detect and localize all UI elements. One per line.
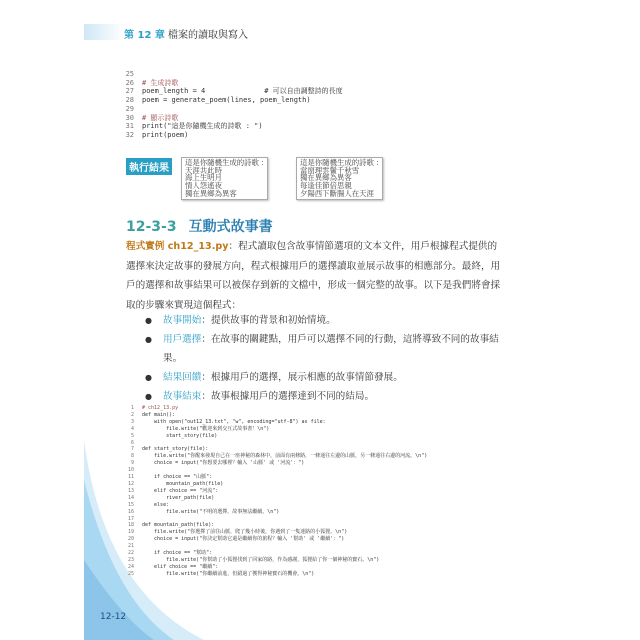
bullet-term: 故事開始 — [163, 315, 202, 326]
line-number: 20 — [127, 536, 134, 543]
output-line: 天涯共此時 — [185, 165, 222, 175]
code-text: def start_story(file): — [142, 446, 209, 453]
code-text: river_path(file) — [142, 494, 215, 501]
code-text: file.write("你繼續前進，但錯過了獲得神秘寶石的機會。\n") — [142, 570, 315, 577]
bullet-term: 故事結束 — [163, 391, 202, 402]
output-line: 夕陽西下斷腸人在天涯 — [300, 188, 374, 198]
header-decoration-bar — [84, 24, 124, 40]
code-line — [124, 96, 343, 105]
example-label: 程式實例 ch12_13.py — [126, 241, 229, 252]
output-box-2 — [296, 157, 383, 200]
line-number: 15 — [127, 501, 134, 508]
code-line — [126, 543, 427, 550]
line-number: 21 — [127, 543, 134, 550]
line-number: 29 — [125, 104, 134, 113]
intro-paragraph — [126, 237, 506, 315]
bullet-text: ：在故事的關鍵點，用戶可以選擇不同的行動，這將導致不同的故事結果。 — [163, 334, 499, 364]
line-number: 13 — [127, 487, 134, 494]
code-line — [126, 557, 427, 564]
code-text: def main(): — [142, 411, 176, 418]
code-text: elif choice == "繼續": — [142, 563, 219, 570]
code-text: else: — [142, 501, 170, 508]
paragraph-text: ：程式讀取包含故事情節選項的文本文件，用戶根據程式提供的選擇來決定故事的發展方向，程式根據用戶的選擇讀取並展示故事的相應部分。最終，用戶的選擇和故事結果可以被保存到新的文檔中，形成一個完整的故事。以下是我們將會採取的步驟來實現這個程式： — [126, 241, 501, 311]
output-line: 當窗理雲鬢千秋雪 — [300, 165, 360, 175]
chapter-title: 檔案的讀取與寫入 — [168, 30, 248, 41]
run-result-label: 執行結果 — [126, 158, 172, 175]
bullet-text: ：故事根據用戶的選擇達到不同的結局。 — [201, 391, 375, 402]
line-number: 17 — [127, 515, 134, 522]
line-number: 10 — [127, 467, 134, 474]
code-text: if choice == "幫助": — [142, 550, 213, 557]
code-line — [126, 536, 427, 543]
output-line: 獨在異鄉為異客 — [300, 173, 352, 183]
code-line — [126, 502, 427, 509]
line-number: 11 — [127, 474, 134, 481]
code-line — [126, 564, 427, 571]
output-line: 獨在異鄉為異客 — [185, 188, 237, 198]
code-text: file.write("你選擇了前往山脈，爬了幾小時後，你遇到了一隻迷路的小狐狸。\n") — [142, 529, 348, 536]
line-number: 27 — [125, 87, 134, 96]
list-item — [145, 330, 515, 368]
output-line: 這是你隨機生成的詩歌 : — [185, 158, 264, 167]
line-number: 5 — [130, 432, 134, 439]
code-line — [126, 440, 427, 447]
code-line — [124, 87, 343, 96]
line-number: 32 — [125, 130, 134, 139]
output-line: 海上生明月 — [185, 173, 222, 183]
code-text: # 生成詩歌 — [142, 78, 179, 87]
code-line — [126, 419, 427, 426]
line-number: 30 — [125, 113, 134, 122]
code-listing-main — [126, 405, 427, 578]
code-text: file.write("不明的選擇，故事無法繼續。\n") — [142, 508, 280, 515]
list-item — [145, 311, 515, 330]
code-text: def mountain_path(file): — [142, 522, 215, 529]
page-number: 12-12 — [100, 612, 127, 622]
list-item — [145, 387, 515, 406]
code-line — [124, 105, 343, 114]
code-text: # 顯示詩歌 — [142, 113, 179, 122]
code-text: mountain_path(file) — [142, 480, 224, 487]
code-line — [126, 426, 427, 433]
output-line: 每逢佳節倍思親 — [300, 181, 352, 191]
bullet-term: 用戶選擇 — [163, 334, 202, 345]
line-number: 16 — [127, 508, 134, 515]
line-number: 7 — [130, 446, 134, 453]
line-number: 9 — [130, 460, 134, 467]
code-line — [124, 122, 343, 131]
bullet-text: ：提供故事的背景和初始情境。 — [201, 315, 336, 326]
code-text: print("這是你隨機生成的詩歌 : ") — [142, 122, 263, 131]
line-number: 24 — [127, 563, 134, 570]
bullet-term: 結果回饋 — [163, 372, 202, 383]
code-text: file.write("你幫助了小狐狸找到了回家的路，作為感謝，狐狸給了你一個神秘的寶石。\n") — [142, 556, 380, 563]
line-number: 19 — [127, 529, 134, 536]
line-number: 14 — [127, 494, 134, 501]
code-text: start_story(file) — [142, 432, 218, 439]
line-number: 4 — [130, 425, 134, 432]
code-text: file.write("歡迎來到交互式故事書！\n") — [142, 425, 270, 432]
line-number: 18 — [127, 522, 134, 529]
code-line — [126, 481, 427, 488]
line-number: 28 — [125, 96, 134, 105]
steps-list — [145, 311, 515, 406]
line-number: 1 — [130, 405, 134, 411]
code-line — [126, 495, 427, 502]
code-line — [126, 550, 427, 557]
output-line: 這是你隨機生成的詩歌 : — [300, 158, 379, 167]
line-number: 6 — [130, 439, 134, 446]
chapter-number: 第 12 章 — [124, 30, 165, 41]
code-line — [126, 571, 427, 578]
line-number: 3 — [130, 418, 134, 425]
line-number: 2 — [130, 411, 134, 418]
code-text: if choice == "山脈": — [142, 474, 213, 481]
code-line — [124, 114, 343, 123]
section-number: 12-3-3 — [126, 219, 177, 235]
line-number: 12 — [127, 480, 134, 487]
code-text: choice = input("你決定幫助它還是繼續你的旅程？輸入 '幫助' 或 '繼續'：") — [142, 536, 345, 543]
code-text: poem_length = 4 # 可以自由調整詩的長度 — [142, 87, 343, 96]
code-line — [126, 412, 427, 419]
code-line — [126, 488, 427, 495]
code-text: file.write("你醒來發現自己在一座神秘的森林中，前面有兩條路，一條通往左邊的山脈，另一條通往右邊的河流。\n") — [142, 453, 428, 460]
section-title: 互動式故事書 — [188, 219, 273, 235]
line-number: 25 — [127, 570, 134, 577]
code-text: elif choice == "河流": — [142, 487, 219, 494]
section-heading — [126, 216, 273, 236]
bullet-text: ：根據用戶的選擇，展示相應的故事情節發展。 — [201, 372, 403, 383]
output-box-1 — [181, 157, 268, 200]
code-line — [126, 509, 427, 516]
line-number: 26 — [125, 78, 134, 87]
line-number: 25 — [125, 70, 134, 78]
code-line — [126, 460, 427, 467]
list-item — [145, 368, 515, 387]
code-text: print(poem) — [142, 130, 189, 139]
code-line — [126, 405, 427, 412]
code-line — [126, 433, 427, 440]
line-number: 22 — [127, 550, 134, 557]
code-text: poem = generate_poem(lines, poem_length) — [142, 96, 311, 105]
code-text: # ch12_13.py — [142, 405, 179, 411]
line-number: 8 — [130, 453, 134, 460]
code-text: choice = input("你想要去哪裡？輸入 '山脈' 或 '河流'：") — [142, 460, 305, 467]
code-listing-top — [124, 70, 343, 140]
output-line: 情人怨遙夜 — [185, 181, 222, 191]
code-line — [126, 516, 427, 523]
code-line — [124, 131, 343, 140]
code-line — [126, 474, 427, 481]
code-text: with open("out12_13.txt", "w", encoding="utf-8") as file: — [142, 418, 326, 425]
line-number: 23 — [127, 556, 134, 563]
code-line — [124, 70, 343, 79]
line-number: 31 — [125, 122, 134, 131]
